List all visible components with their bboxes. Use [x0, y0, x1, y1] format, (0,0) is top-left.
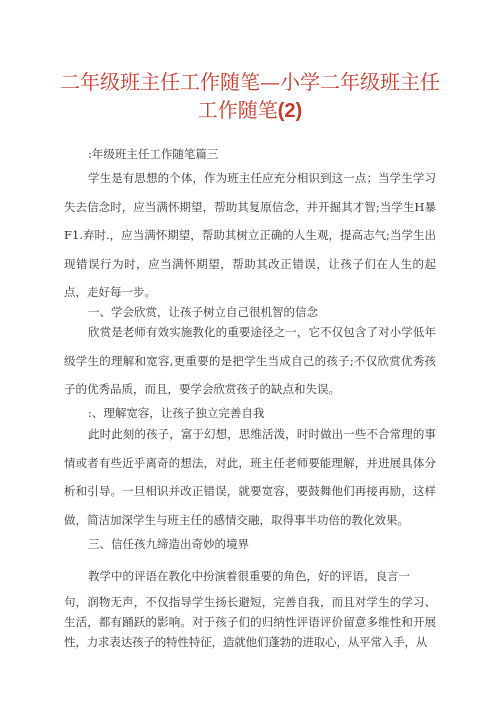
paragraph-1: 学生是有思想的个体，作为班主任应充分相识到这一点；当学生学习失去信念时，应当满怀期望，帮助其复原信念，并开掘其才智;当学生H暴F1.弃时.，应当满怀期望，帮助其树立正确的人生观，提高志气;当学生出现错误行为时，应当满怀期望，帮助其改正错误，让孩子们在人生的起点，走好每一步。	[64, 171, 436, 299]
paragraph-4-first-line: 教学中的评语在教化中扮演着很重要的角色，好的评语，良言一	[88, 569, 410, 583]
heading-3: 三、信任孩九缔造出奇妙的境界	[88, 537, 249, 551]
subtitle: :年级班主任工作随笔篇三	[88, 147, 219, 161]
paragraph-3: 此时此刻的孩子，富于幻想，思维活泼，时时做出一些不合常理的事情或者有些近乎离奇的想法，对此，班主任老师要能理解，并进展具体分析和引导。一旦相识并改正错误，就要宽容，要鼓舞他们再接再励，这样做，简洁加深学生与班主任的感情交融，取得事半功倍的教化效果。	[64, 427, 436, 527]
title-line-2: 工作随笔	[197, 98, 278, 122]
document-title	[60, 68, 440, 125]
title-line-1: 二年级班主任工作随笔—小学二年级班主任	[60, 70, 440, 94]
heading-1: 一、学会欣赏，让孩子树立自己很机智的信念	[88, 305, 318, 319]
heading-2: :、理解宽容，让孩子独立完善自我	[88, 406, 265, 420]
title-number: (2)	[277, 100, 303, 122]
paragraph-4-body: 句，润物无声，不仅指导学生扬长避短，完善自我，而且对学生的学习、生活，都有踊跃的影响。对于孩子们的归纳性评语评价留意多维性和开展性，力求表达孩子的特性特征，造就他们蓬勃的进取心，从平常入手，从	[64, 595, 436, 649]
paragraph-2: 欣赏是老师有效实施教化的重要途径之一，它不仅包含了对小学低年级学生的理解和宽容,更重要的是把学生当成自己的孩子;不仅欣赏优秀孩子的优秀品质，而且，要学会欣赏孩子的缺点和失误。	[64, 325, 436, 396]
